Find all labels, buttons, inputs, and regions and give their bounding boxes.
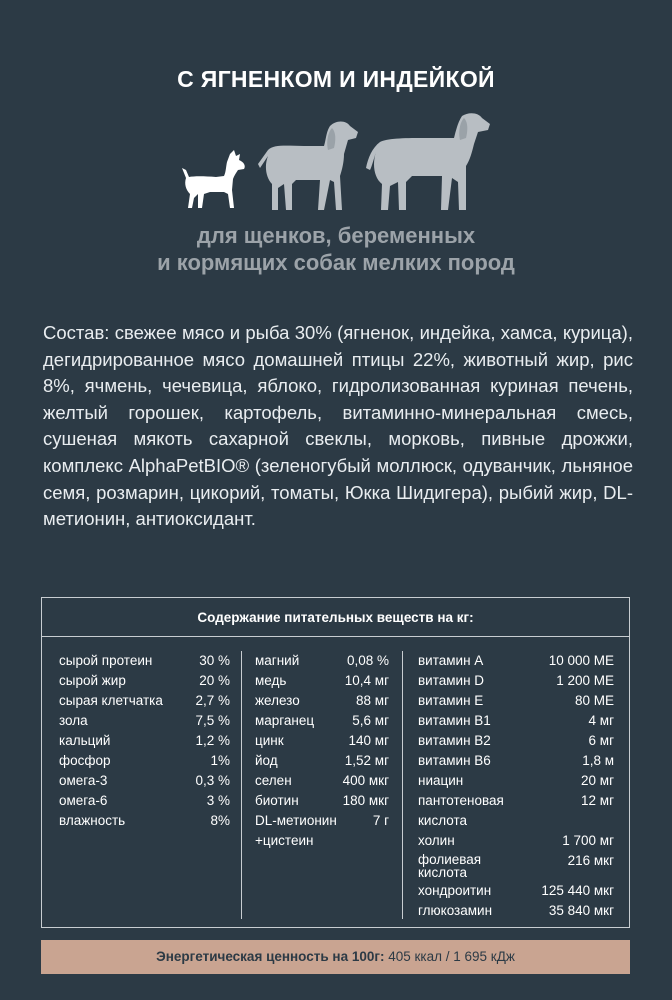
composition-text: Состав: свежее мясо и рыба 30% (ягненок, индейка, хамса, курица), дегидрированное мясо домашней птицы 22%, животный жир, рис 8%, ячмень, чечевица, яблоко, гидролизованная куриная печень, желтый горошек, картофель, витаминно-минеральная смесь, сушеная мякоть сахарной свеклы, морковь, пивные дрожжи, комплекс AlphaPetBIO® (зеленогубый моллюск, одуванчик, льняное семя, розмарин, цикорий, томаты, Юкка Шидигера), рыбий жир, DL-метионин, антиоксидант. <box>43 322 633 530</box>
nutrient-name: омега-6 <box>59 793 108 808</box>
table-row <box>255 651 389 671</box>
nutrient-value: 0,3 % <box>195 773 230 788</box>
column-divider <box>402 651 403 919</box>
nutrient-name: витамин B1 <box>418 713 491 728</box>
nutrient-table <box>41 597 630 928</box>
nutrient-name: кальций <box>59 733 111 748</box>
energy-value: 405 ккал / 1 695 кДж <box>384 949 515 964</box>
nutrient-name: +цистеин <box>255 833 314 848</box>
nutrient-name: кислота <box>418 813 467 828</box>
medium-dog-icon <box>258 118 362 214</box>
table-row <box>59 771 230 791</box>
table-row <box>418 851 614 881</box>
nutrient-name: витамин D <box>418 673 485 688</box>
nutrient-name: марганец <box>255 713 315 728</box>
table-row <box>255 691 389 711</box>
nutrient-name: фолиевая кислота <box>418 852 482 880</box>
nutrient-name: холин <box>418 833 455 848</box>
nutrient-value: 6 мг <box>588 733 614 748</box>
nutrient-table-title: Содержание питательных веществ на кг: <box>197 610 474 625</box>
table-row <box>418 881 614 901</box>
table-row <box>255 711 389 731</box>
nutrient-value: 35 840 мкг <box>548 903 614 918</box>
nutrient-value: 1% <box>210 753 230 768</box>
nutrient-value: 20 мг <box>581 773 614 788</box>
nutrient-value: 12 мг <box>581 793 614 808</box>
nutrient-value: 10,4 мг <box>344 673 389 688</box>
table-row <box>255 751 389 771</box>
nutrient-value: 4 мг <box>588 713 614 728</box>
nutrient-name: влажность <box>59 813 126 828</box>
table-row <box>59 691 230 711</box>
nutrient-value: 8% <box>210 813 230 828</box>
nutrient-name: хондроитин <box>418 883 492 898</box>
nutrient-value: 180 мкг <box>342 793 389 808</box>
nutrient-value: 1,2 % <box>195 733 230 748</box>
nutrient-name: витамин B2 <box>418 733 491 748</box>
product-title: С ЯГНЕНКОМ И ИНДЕЙКОЙ <box>177 66 495 92</box>
subtitle-line-2: и кормящих собак мелких пород <box>157 250 515 275</box>
table-row <box>59 751 230 771</box>
nutrient-value: 400 мкг <box>342 773 389 788</box>
title-divider <box>42 636 629 637</box>
table-row <box>255 811 389 831</box>
nutrient-name: йод <box>255 753 278 768</box>
table-row <box>59 651 230 671</box>
nutrient-value: 20 % <box>199 673 230 688</box>
table-row <box>59 731 230 751</box>
small-dog-icon <box>180 150 248 212</box>
energy-label: Энергетическая ценность на 100г: <box>156 949 385 964</box>
nutrient-column-2 <box>255 651 389 851</box>
nutrient-name: медь <box>255 673 287 688</box>
nutrient-name: фосфор <box>59 753 111 768</box>
table-row <box>418 901 614 921</box>
table-row <box>255 731 389 751</box>
subtitle-line-1: для щенков, беременных <box>196 223 476 248</box>
nutrient-name: витамин B6 <box>418 753 491 768</box>
nutrient-name: магний <box>255 653 300 668</box>
nutrient-name: сырой протеин <box>59 653 153 668</box>
nutrient-name: витамин A <box>418 653 484 668</box>
nutrient-name: биотин <box>255 793 299 808</box>
table-row <box>418 671 614 691</box>
nutrient-name: цинк <box>255 733 284 748</box>
nutrient-value: 2,7 % <box>195 693 230 708</box>
nutrient-value: 7 г <box>372 813 389 828</box>
nutrient-value: 0,08 % <box>346 653 389 668</box>
nutrient-name: сырая клетчатка <box>59 693 163 708</box>
nutrient-name: глюкозамин <box>418 903 493 918</box>
nutrient-name: омега-3 <box>59 773 108 788</box>
table-row <box>59 711 230 731</box>
nutrient-value: 1 200 МЕ <box>556 673 614 688</box>
table-row <box>418 831 614 851</box>
nutrient-value: 1,52 мг <box>344 753 389 768</box>
table-row <box>418 811 614 831</box>
nutrient-name: зола <box>59 713 88 728</box>
nutrient-value: 216 мкг <box>567 853 614 868</box>
table-row <box>255 791 389 811</box>
table-row <box>255 831 389 851</box>
energy-value-bar <box>41 940 630 974</box>
table-row <box>418 711 614 731</box>
nutrient-value: 1,8 м <box>582 753 614 768</box>
nutrient-value: 125 440 мкг <box>541 883 614 898</box>
table-row <box>59 791 230 811</box>
nutrient-name: селен <box>255 773 292 788</box>
target-audience <box>0 222 672 276</box>
nutrient-value: 80 МЕ <box>574 693 614 708</box>
dog-size-icons <box>0 112 672 212</box>
table-row <box>418 791 614 811</box>
nutrient-name: железо <box>255 693 300 708</box>
nutrient-value: 140 мг <box>348 733 389 748</box>
table-row <box>59 671 230 691</box>
nutrient-value: 1 700 мг <box>562 833 614 848</box>
nutrient-column-1 <box>59 651 230 831</box>
table-row <box>418 751 614 771</box>
nutrient-name: витамин E <box>418 693 484 708</box>
nutrient-value: 88 мг <box>356 693 389 708</box>
nutrient-name: сырой жир <box>59 673 126 688</box>
nutrient-name: ниацин <box>418 773 464 788</box>
table-row <box>418 691 614 711</box>
nutrient-value: 7,5 % <box>195 713 230 728</box>
nutrient-value: 10 000 МЕ <box>548 653 614 668</box>
table-row <box>59 811 230 831</box>
table-row <box>418 651 614 671</box>
table-row <box>255 771 389 791</box>
nutrient-value: 3 % <box>206 793 230 808</box>
table-row <box>418 731 614 751</box>
nutrient-value: 30 % <box>199 653 230 668</box>
table-row <box>418 771 614 791</box>
nutrient-name: DL-метионин <box>255 813 337 828</box>
table-row <box>255 671 389 691</box>
column-divider <box>241 651 242 919</box>
nutrient-column-3 <box>418 651 614 921</box>
nutrient-name: пантотеновая <box>418 793 504 808</box>
nutrient-value: 5,6 мг <box>352 713 389 728</box>
large-dog-icon <box>366 112 492 214</box>
